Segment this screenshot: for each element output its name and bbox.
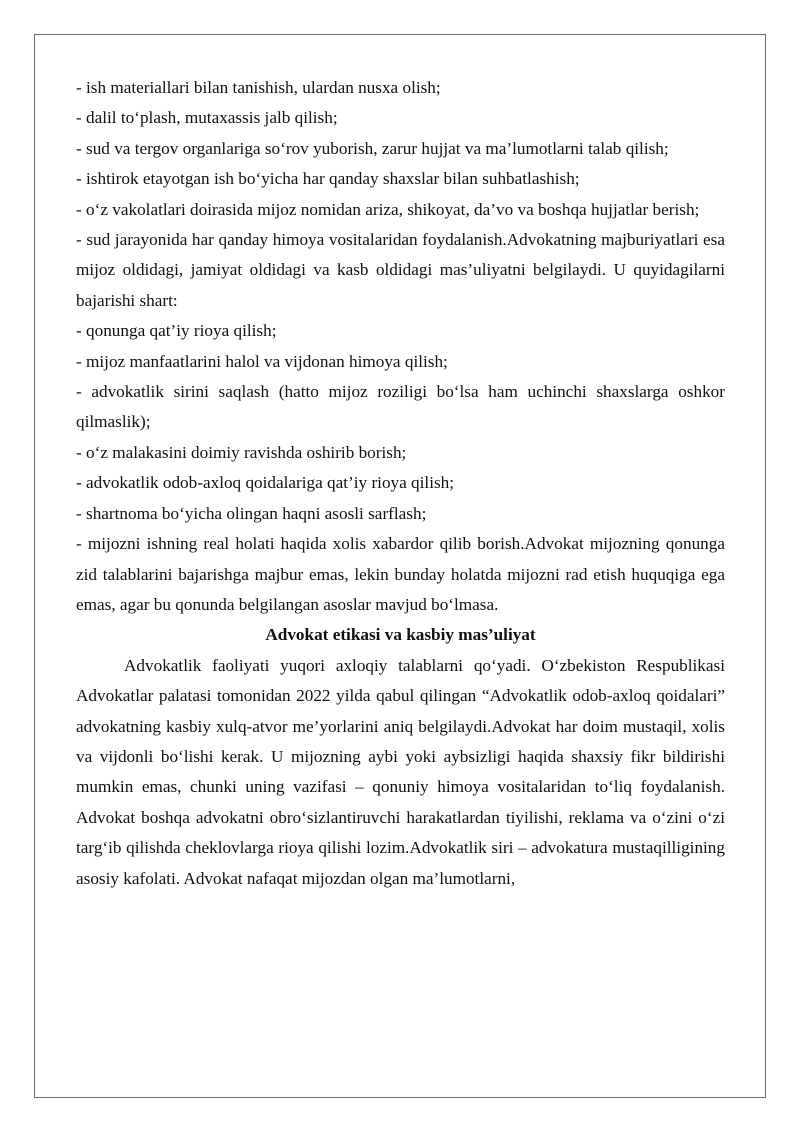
list-item: - advokatlik odob-axloq qoidalariga qat’iy rioya qilish; <box>76 473 455 493</box>
list-item: - shartnoma bo‘yicha olingan haqni asosli sarflash; <box>76 503 427 523</box>
body-paragraph: Advokatlik faoliyati yuqori axloqiy talablarni qo‘yadi. O‘zbekiston Respublikasi Advokatlar palatasi tomonidan 2022 yilda qabul qilingan “Advokatlik odob-axloq qoidalari” advokatning kasbiy xulq-atvor me’yorlarini aniq belgilaydi.Advokat har doim mustaqil, xolis va vijdonli bo‘lishi kerak. U mijozning aybi yoki aybsizligi haqida shaxsiy fikr bildirishi mumkin emas, chunki uning vazifasi – qonuniy himoya vositalaridan to‘liq foydalanish. Advokat boshqa advokatni obro‘sizlantiruvchi harakatlardan tiyilishi, reklama va o‘zini o‘zi targ‘ib qilishda cheklovlarga rioya qilishi lozim.Advokatlik siri – advokatura mustaqilligining asosiy kafolati. Advokat nafaqat mijozdan olgan ma’lumotlarni, <box>76 655 725 888</box>
list-item: - mijoz manfaatlarini halol va vijdonan himoya qilish; <box>76 351 448 371</box>
list-item: - qonunga qat’iy rioya qilish; <box>76 321 277 341</box>
list-item: - advokatlik sirini saqlash (hatto mijoz roziligi bo‘lsa ham uchinchi shaxslarga oshkor qilmaslik); <box>76 382 725 432</box>
list-item: - dalil to‘plash, mutaxassis jalb qilish; <box>76 108 338 128</box>
list-item: - ishtirok etayotgan ish bo‘yicha har qanday shaxslar bilan suhbatlashish; <box>76 169 580 189</box>
list-item: - sud jarayonida har qanday himoya vositalaridan foydalanish.Advokatning majburiyatlari esa mijoz oldidagi, jamiyat oldidagi va kasb oldidagi mas’uliyatni belgilaydi. U quyidagilarni bajarishi shart: <box>76 230 725 310</box>
list-item: - o‘z malakasini doimiy ravishda oshirib borish; <box>76 442 407 462</box>
list-item: - mijozni ishning real holati haqida xolis xabardor qilib borish.Advokat mijozning qonunga zid talablarini bajarishga majbur emas, lekin bunday holatda mijozni rad etish huquqiga ega emas, agar bu qonunda belgilangan asoslar mavjud bo‘lmasa. <box>76 534 725 614</box>
list-item: - sud va tergov organlariga so‘rov yuborish, zarur hujjat va ma’lumotlarni talab qilish; <box>76 138 669 158</box>
document-body <box>76 73 725 894</box>
list-item: - ish materiallari bilan tanishish, ulardan nusxa olish; <box>76 78 441 97</box>
section-heading: Advokat etikasi va kasbiy mas’uliyat <box>265 625 536 645</box>
list-item: - o‘z vakolatlari doirasida mijoz nomidan ariza, shikoyat, da’vo va boshqa hujjatlar berish; <box>76 199 700 219</box>
